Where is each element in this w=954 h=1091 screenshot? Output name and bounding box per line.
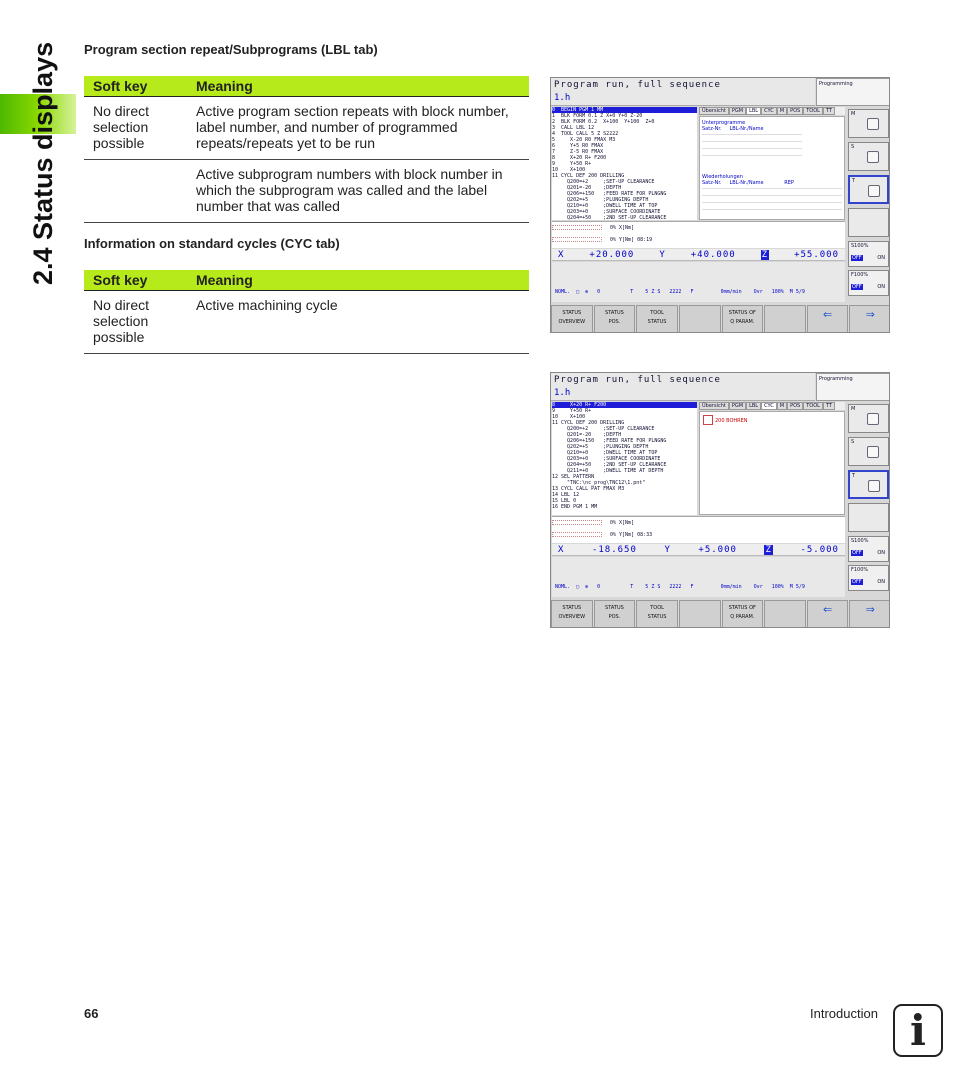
axis-x-label: X: [558, 249, 565, 260]
program-line: 10 X+100: [552, 414, 586, 420]
axis-y-label: Y: [664, 544, 671, 555]
lbl-tab-heading: Program section repeat/Subprograms (LBL tab): [84, 42, 378, 57]
program-line: 12 SEL PATTERN: [552, 474, 595, 480]
machine-info: [552, 262, 845, 302]
status-tabs: [699, 107, 845, 115]
load-bar: [552, 520, 602, 525]
off-badge: OFF: [852, 550, 862, 556]
softkey[interactable]: TOOL STATUS: [636, 305, 678, 333]
on-label: ON: [877, 550, 885, 556]
tool-icon: [867, 413, 879, 425]
softkey[interactable]: [679, 305, 721, 333]
t-softkey[interactable]: T: [848, 470, 889, 499]
program-line: 11 CYCL DEF 200 DRILLING: [552, 173, 625, 179]
status-tab[interactable]: POS: [787, 402, 803, 410]
spindle-icon: [867, 446, 879, 458]
cnc-screen-cyc: [550, 372, 890, 628]
status-tab[interactable]: TOOL: [803, 107, 823, 115]
spindle-icon: [867, 151, 879, 163]
machine-info-line: NOML. □ ⊕ 0 T 5 Z S 2222 F 0mm/min Ovr 100% M 5/9: [555, 289, 805, 295]
s-softkey[interactable]: S: [848, 437, 889, 466]
feed-override-label: F100%: [851, 272, 869, 278]
program-line: 2 BLK FORM 0.2 X+100 Y+100 Z+0: [552, 119, 655, 125]
status-tab[interactable]: PGM: [729, 402, 746, 410]
load-bar: [552, 225, 602, 230]
program-line: 6 Y+5 R0 FMAX: [552, 143, 604, 149]
position-display: [552, 249, 845, 261]
active-cycle: 200 BOHREN: [715, 418, 748, 424]
axis-x-value: -18.650: [591, 544, 637, 555]
page-forward-arrow-icon[interactable]: ⇒: [849, 305, 890, 333]
load-y: 0% Y[Nm] 08:33: [610, 532, 653, 538]
tool-axis-icon: [868, 480, 880, 492]
cnc-screen-lbl: [550, 77, 890, 333]
program-line: Q203=+0 ;SURFACE COORDINATE: [552, 456, 661, 462]
mode-bar: [551, 373, 815, 401]
program-line: Q206=+150 ;FEED RATE FOR PLNGNG: [552, 438, 667, 444]
m-softkey[interactable]: M: [848, 109, 889, 138]
status-tabs: [699, 402, 845, 410]
softkey[interactable]: STATUS POS.: [594, 600, 636, 628]
program-line: 9 Y+50 R+: [552, 408, 592, 414]
program-line: 0 BEGIN PGM 1 MM: [552, 107, 697, 113]
program-listing: [552, 402, 697, 515]
operating-mode: Program run, full sequence: [554, 375, 721, 385]
axis-y-value: +5.000: [698, 544, 737, 555]
status-tab[interactable]: LBL: [746, 402, 761, 410]
subprogram-columns: Satz-Nr. LBL-Nr./Name: [702, 126, 764, 132]
program-line: "TNC:\nc_prog\TNC12\1.pnt": [552, 480, 646, 486]
table-row: [84, 291, 529, 354]
chapter-name: Introduction: [810, 1006, 878, 1021]
softkey[interactable]: STATUS OVERVIEW: [551, 600, 593, 628]
program-line: Q210=+0 ;DWELL TIME AT TOP: [552, 450, 658, 456]
divider: [702, 202, 842, 203]
status-tab[interactable]: LBL: [746, 107, 761, 115]
page-number: 66: [84, 1006, 99, 1021]
cyc-tab-table: [84, 270, 529, 354]
program-line: Q210=+0 ;DWELL TIME AT TOP: [552, 203, 658, 209]
program-line: 11 CYCL DEF 200 DRILLING: [552, 420, 625, 426]
repeat-columns: Satz-Nr. LBL-Nr./Name REP: [702, 180, 794, 186]
divider: [702, 155, 802, 156]
axis-z-value: +55.000: [794, 249, 839, 260]
axis-z-value: -5.000: [800, 544, 839, 555]
lbl-tab-table: [84, 76, 529, 223]
program-line: 9 Y+50 R+: [552, 161, 592, 167]
tool-axis-icon: [868, 185, 880, 197]
divider: [702, 148, 802, 149]
softkey-cell: No direct selection possible: [93, 103, 150, 151]
program-file-name: 1.h: [554, 93, 571, 103]
spindle-override-label: S100%: [851, 243, 869, 249]
status-tab[interactable]: M: [777, 107, 787, 115]
axis-x-label: X: [558, 544, 565, 555]
blank-softkey[interactable]: [848, 208, 889, 237]
load-bar: [552, 237, 602, 242]
machine-sidebar: [846, 402, 890, 598]
program-line: Q204=+50 ;2ND SET-UP CLEARANCE: [552, 462, 667, 468]
softkey[interactable]: TOOL STATUS: [636, 600, 678, 628]
programming-mode-box: Programming: [816, 373, 890, 401]
divider: [702, 209, 842, 210]
feed-override-label: F100%: [851, 567, 869, 573]
program-line: 1 BLK FORM 0.1 Z X+0 Y+0 Z-20: [552, 113, 643, 119]
program-line: 14 LBL 12: [552, 492, 580, 498]
table-header: [84, 76, 529, 97]
machine-sidebar: [846, 107, 890, 303]
program-line: 8 X+20 R+ F200: [552, 155, 607, 161]
program-line: Q200=+2 ;SET-UP CLEARANCE: [552, 426, 655, 432]
program-line: Q201=-20 ;DEPTH: [552, 432, 622, 438]
status-tab[interactable]: Übersicht: [699, 402, 729, 410]
on-label: ON: [877, 255, 885, 261]
subprogram-heading: Unterprogramme: [702, 120, 746, 126]
load-x: 0% X[Nm]: [610, 225, 635, 231]
on-label: ON: [877, 284, 885, 290]
softkey[interactable]: [764, 600, 806, 628]
softkey[interactable]: STATUS OF Q PARAM.: [722, 305, 764, 333]
chapter-side-title: 2.4 Status displays: [28, 41, 58, 285]
program-line: 10 X+100: [552, 167, 586, 173]
machine-info: [552, 557, 845, 597]
on-label: ON: [877, 579, 885, 585]
table-row: [84, 160, 529, 223]
softkey-row: [551, 600, 890, 628]
program-line: Q202=+5 ;PLUNGING DEPTH: [552, 197, 649, 203]
meaning-cell: Active program section repeats with block number, label number, and number of programmed repeats/repeats yet to be run: [196, 103, 509, 151]
program-line: 7 Z-5 R0 FMAX: [552, 149, 604, 155]
meaning-cell: Active subprogram numbers with block number in which the subprogram was called and the label number that was called: [196, 166, 503, 214]
operating-mode: Program run, full sequence: [554, 80, 721, 90]
program-line: Q200=+2 ;SET-UP CLEARANCE: [552, 179, 655, 185]
softkey[interactable]: STATUS OF Q PARAM.: [722, 600, 764, 628]
info-icon: i: [893, 1004, 943, 1057]
meaning-column-header: Meaning: [196, 272, 253, 288]
axis-z-label: Z: [765, 544, 772, 555]
tool-icon: [867, 118, 879, 130]
feed-override[interactable]: [848, 270, 889, 296]
page-back-arrow-icon[interactable]: ⇐: [807, 305, 849, 333]
program-line: Q206=+150 ;FEED RATE FOR PLNGNG: [552, 191, 667, 197]
spindle-override[interactable]: [848, 536, 889, 562]
table-row: [84, 97, 529, 160]
load-status: [552, 516, 845, 543]
load-status: [552, 221, 845, 248]
program-line: Q204=+50 ;2ND SET-UP CLEARANCE: [552, 215, 667, 220]
program-line: 4 TOOL CALL 5 Z S2222: [552, 131, 619, 137]
lbl-status-panel: [699, 116, 845, 220]
spindle-override[interactable]: [848, 241, 889, 267]
cyc-status-panel: [699, 411, 845, 515]
program-line: Q201=-20 ;DEPTH: [552, 185, 622, 191]
axis-y-value: +40.000: [690, 249, 736, 260]
s-softkey[interactable]: S: [848, 142, 889, 171]
off-badge: OFF: [852, 255, 862, 261]
status-tab[interactable]: TOOL: [803, 402, 823, 410]
status-tab[interactable]: TT: [823, 402, 835, 410]
m-softkey[interactable]: M: [848, 404, 889, 433]
off-badge: OFF: [852, 284, 862, 290]
program-file-name: 1.h: [554, 388, 571, 398]
axis-y-label: Y: [659, 249, 666, 260]
spindle-override-label: S100%: [851, 538, 869, 544]
mode-bar: [551, 78, 815, 106]
status-tab[interactable]: POS: [787, 107, 803, 115]
cyc-tab-heading: Information on standard cycles (CYC tab): [84, 236, 340, 251]
load-bar: [552, 532, 602, 537]
softkey[interactable]: STATUS POS.: [594, 305, 636, 333]
program-line: 16 END PGM 1 MM: [552, 504, 598, 510]
meaning-cell: Active machining cycle: [196, 297, 338, 313]
program-line: 13 CYCL CALL PAT FMAX M3: [552, 486, 625, 492]
program-line: Q203=+0 ;SURFACE COORDINATE: [552, 209, 661, 215]
load-y: 0% Y[Nm] 08:19: [610, 237, 653, 243]
softkey[interactable]: [764, 305, 806, 333]
axis-z-label: Z: [761, 249, 769, 260]
softkey[interactable]: STATUS OVERVIEW: [551, 305, 593, 333]
feed-override[interactable]: [848, 565, 889, 591]
axis-x-value: +20.000: [589, 249, 635, 260]
divider: [702, 141, 802, 142]
program-line: Q202=+5 ;PLUNGING DEPTH: [552, 444, 649, 450]
meaning-column-header: Meaning: [196, 78, 253, 94]
status-tab[interactable]: M: [777, 402, 787, 410]
divider: [702, 134, 802, 135]
machine-info-line: NOML. □ ⊕ 0 T 5 Z S 2222 F 0mm/min Ovr 100% M 5/9: [555, 584, 805, 590]
status-tab[interactable]: Übersicht: [699, 107, 729, 115]
softkey[interactable]: [679, 600, 721, 628]
program-line: 3 CALL LBL 12: [552, 125, 595, 131]
softkey-column-header: Soft key: [93, 78, 148, 94]
position-display: [552, 544, 845, 556]
program-line: Q211=+0 ;DWELL TIME AT DEPTH: [552, 468, 664, 474]
program-listing: [552, 107, 697, 220]
program-line: 15 LBL 0: [552, 498, 577, 504]
t-softkey[interactable]: T: [848, 175, 889, 204]
cycle-icon: [703, 415, 713, 425]
programming-mode-box: Programming: [816, 78, 890, 106]
load-x: 0% X[Nm]: [610, 520, 635, 526]
program-line: 8 X+20 R+ F200: [552, 402, 697, 408]
softkey-row: [551, 305, 890, 333]
status-tab[interactable]: TT: [823, 107, 835, 115]
softkey-column-header: Soft key: [93, 272, 148, 288]
page-forward-arrow-icon[interactable]: ⇒: [849, 600, 890, 628]
divider: [702, 195, 842, 196]
page-back-arrow-icon[interactable]: ⇐: [807, 600, 849, 628]
table-header: [84, 270, 529, 291]
softkey-cell: [84, 166, 196, 214]
repeat-heading: Wiederholungen: [702, 174, 743, 180]
blank-softkey[interactable]: [848, 503, 889, 532]
softkey-cell: No direct selection possible: [93, 297, 150, 345]
status-tab[interactable]: CYC: [761, 107, 777, 115]
status-tab[interactable]: PGM: [729, 107, 746, 115]
divider: [702, 188, 842, 189]
off-badge: OFF: [852, 579, 862, 585]
status-tab[interactable]: CYC: [761, 402, 777, 410]
program-line: 5 X-20 R0 FMAX M3: [552, 137, 616, 143]
